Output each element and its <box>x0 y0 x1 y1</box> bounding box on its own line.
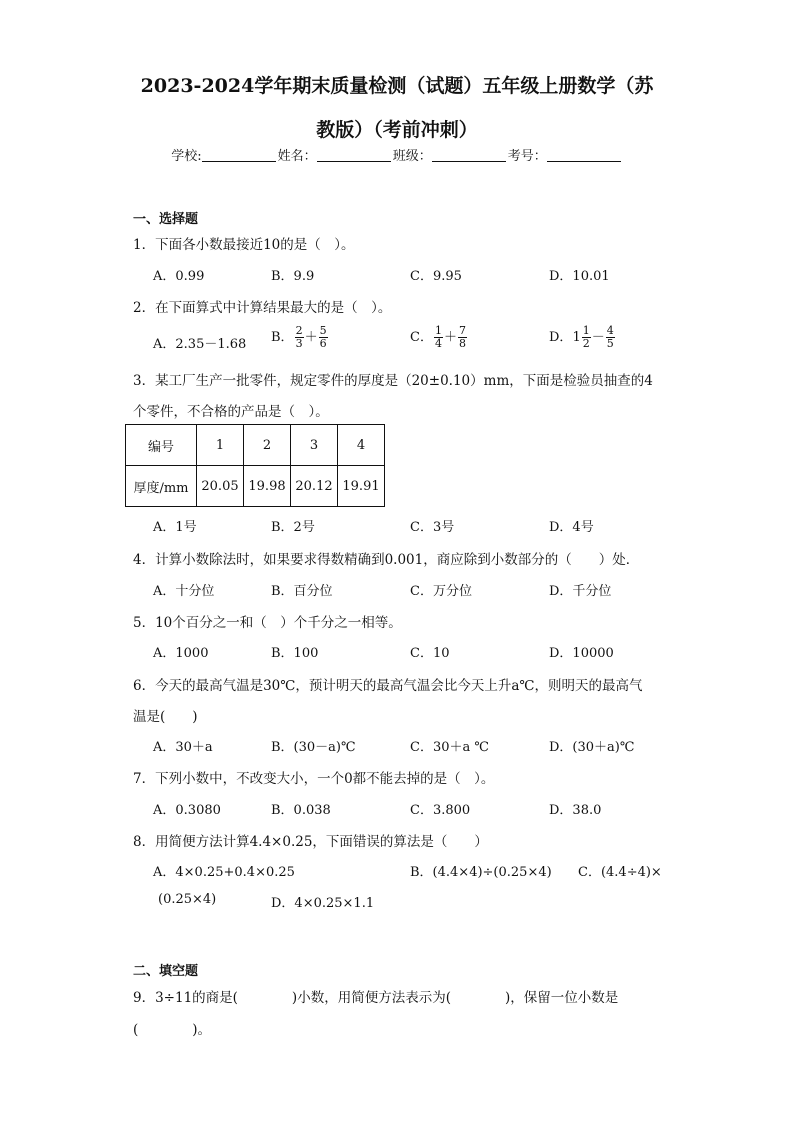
fraction <box>319 325 328 350</box>
q4-option-d: D．千分位 <box>549 584 612 599</box>
q8-option-c: C．(4.4÷4)× <box>578 865 662 880</box>
q8-option-b: B．(4.4×4)÷(0.25×4) <box>410 865 552 880</box>
denominator: 2 <box>582 337 590 350</box>
q7-option-c: C．3.800 <box>410 803 471 818</box>
question-8-stem: 8．用简便方法计算4.4×0.25，下面错误的算法是（ ） <box>133 834 488 850</box>
fraction <box>295 325 304 350</box>
numerator: 5 <box>319 324 327 337</box>
student-info-row <box>0 145 794 164</box>
table-cell: 19.91 <box>338 466 385 507</box>
q4-option-c: C．万分位 <box>410 584 472 599</box>
table-cell: 3 <box>291 425 338 466</box>
table-cell: 2 <box>244 425 291 466</box>
table-cell: 20.12 <box>291 466 338 507</box>
section-heading-choice: 一、选择题 <box>133 212 199 227</box>
q5-option-d: D．10000 <box>549 646 614 661</box>
table-cell: 20.05 <box>197 466 244 507</box>
q8-option-c-continued: (0.25×4) <box>158 892 217 907</box>
table-cell: 4 <box>338 425 385 466</box>
q6-option-d: D．(30＋a)℃ <box>549 740 635 755</box>
question-3-stem-line-2: 个零件，不合格的产品是（ ）。 <box>133 404 329 420</box>
number-label: 考号： <box>507 149 547 164</box>
question-9-stem-line-2: ( )。 <box>133 1022 212 1038</box>
operator: ＋ <box>304 330 318 345</box>
question-1-stem: 1．下面各小数最接近10的是（ ）。 <box>133 237 355 253</box>
q5-option-c: C．10 <box>410 646 450 661</box>
question-7-stem: 7．下列小数中，不改变大小，一个0都不能去掉的是（ ）。 <box>133 771 495 787</box>
denominator: 3 <box>295 337 303 350</box>
class-label: 班级： <box>392 149 432 164</box>
numerator: 2 <box>295 324 303 337</box>
name-blank[interactable] <box>317 147 391 162</box>
q5-option-a: A．1000 <box>153 646 209 661</box>
q5-option-b: B．100 <box>271 646 319 661</box>
q7-option-a: A．0.3080 <box>153 803 221 818</box>
q2-b-prefix: B． <box>271 330 294 345</box>
q1-option-d: D．10.01 <box>549 269 610 284</box>
numerator: 1 <box>582 324 590 337</box>
school-blank[interactable] <box>202 147 276 162</box>
q1-option-a: A．0.99 <box>153 269 205 284</box>
question-9-stem-line-1: 9．3÷11的商是( )小数，用简便方法表示为( )，保留一位小数是 <box>133 990 619 1006</box>
fraction <box>606 325 615 350</box>
table-cell: 19.98 <box>244 466 291 507</box>
operator: ＋ <box>443 330 457 345</box>
q8-option-a: A．4×0.25+0.4×0.25 <box>153 865 295 880</box>
number-blank[interactable] <box>547 147 621 162</box>
fraction <box>434 325 443 350</box>
question-5-stem: 5．10个百分之一和（ ）个千分之一相等。 <box>133 615 402 631</box>
q4-option-b: B．百分位 <box>271 584 333 599</box>
q1-option-c: C．9.95 <box>410 269 462 284</box>
q7-option-d: D．38.0 <box>549 803 602 818</box>
question-3-stem-line-1: 3．某工厂生产一批零件，规定零件的厚度是（20±0.10）mm，下面是检验员抽查的4 <box>133 373 653 389</box>
q6-option-b: B．(30－a)℃ <box>271 740 356 755</box>
operator: － <box>591 330 605 345</box>
q2-option-c <box>410 325 468 350</box>
q2-option-d <box>549 325 616 350</box>
section-heading-fill-blank: 二、填空题 <box>133 964 199 979</box>
numerator: 4 <box>606 324 614 337</box>
table-row <box>126 466 385 507</box>
q4-option-a: A．十分位 <box>153 584 215 599</box>
question-2-stem: 2．在下面算式中计算结果最大的是（ ）。 <box>133 300 392 316</box>
q2-option-b <box>271 325 329 350</box>
exam-title <box>100 64 694 152</box>
question-4-stem: 4．计算小数除法时，如果要求得数精确到0.001，商应除到小数部分的（ ）处． <box>133 552 640 568</box>
q2-c-prefix: C． <box>410 330 433 345</box>
table-cell: 厚度/mm <box>126 466 197 507</box>
thickness-table <box>125 424 385 507</box>
table-cell: 编号 <box>126 425 197 466</box>
q3-option-a: A．1号 <box>153 520 197 535</box>
q2-option-a: A．2.35－1.68 <box>153 337 247 352</box>
class-blank[interactable] <box>432 147 506 162</box>
school-label: 学校: <box>171 149 202 164</box>
whole-number: 1 <box>572 330 581 345</box>
table-cell: 1 <box>197 425 244 466</box>
q7-option-b: B．0.038 <box>271 803 331 818</box>
q8-option-d: D．4×0.25×1.1 <box>271 896 375 911</box>
fraction <box>582 325 591 350</box>
fraction <box>458 325 467 350</box>
numerator: 7 <box>458 324 466 337</box>
numerator: 1 <box>434 324 442 337</box>
q3-option-c: C．3号 <box>410 520 455 535</box>
title-line-1: 2023-2024学年期末质量检测（试题）五年级上册数学（苏 <box>140 75 654 97</box>
question-6-stem-line-2: 温是( ) <box>133 709 198 725</box>
q3-option-d: D．4号 <box>549 520 594 535</box>
denominator: 4 <box>434 337 442 350</box>
question-6-stem-line-1: 6．今天的最高气温是30℃，预计明天的最高气温会比今天上升a℃，则明天的最高气 <box>133 678 643 694</box>
q1-option-b: B．9.9 <box>271 269 315 284</box>
q2-d-prefix: D． <box>549 330 573 345</box>
q6-option-c: C．30＋a ℃ <box>410 740 489 755</box>
q6-option-a: A．30＋a <box>153 740 213 755</box>
denominator: 8 <box>458 337 466 350</box>
name-label: 姓名： <box>277 149 317 164</box>
title-line-2: 教版）（考前冲刺） <box>316 119 478 141</box>
table-header-row <box>126 425 385 466</box>
q3-option-b: B．2号 <box>271 520 315 535</box>
denominator: 6 <box>319 337 327 350</box>
denominator: 5 <box>606 337 614 350</box>
